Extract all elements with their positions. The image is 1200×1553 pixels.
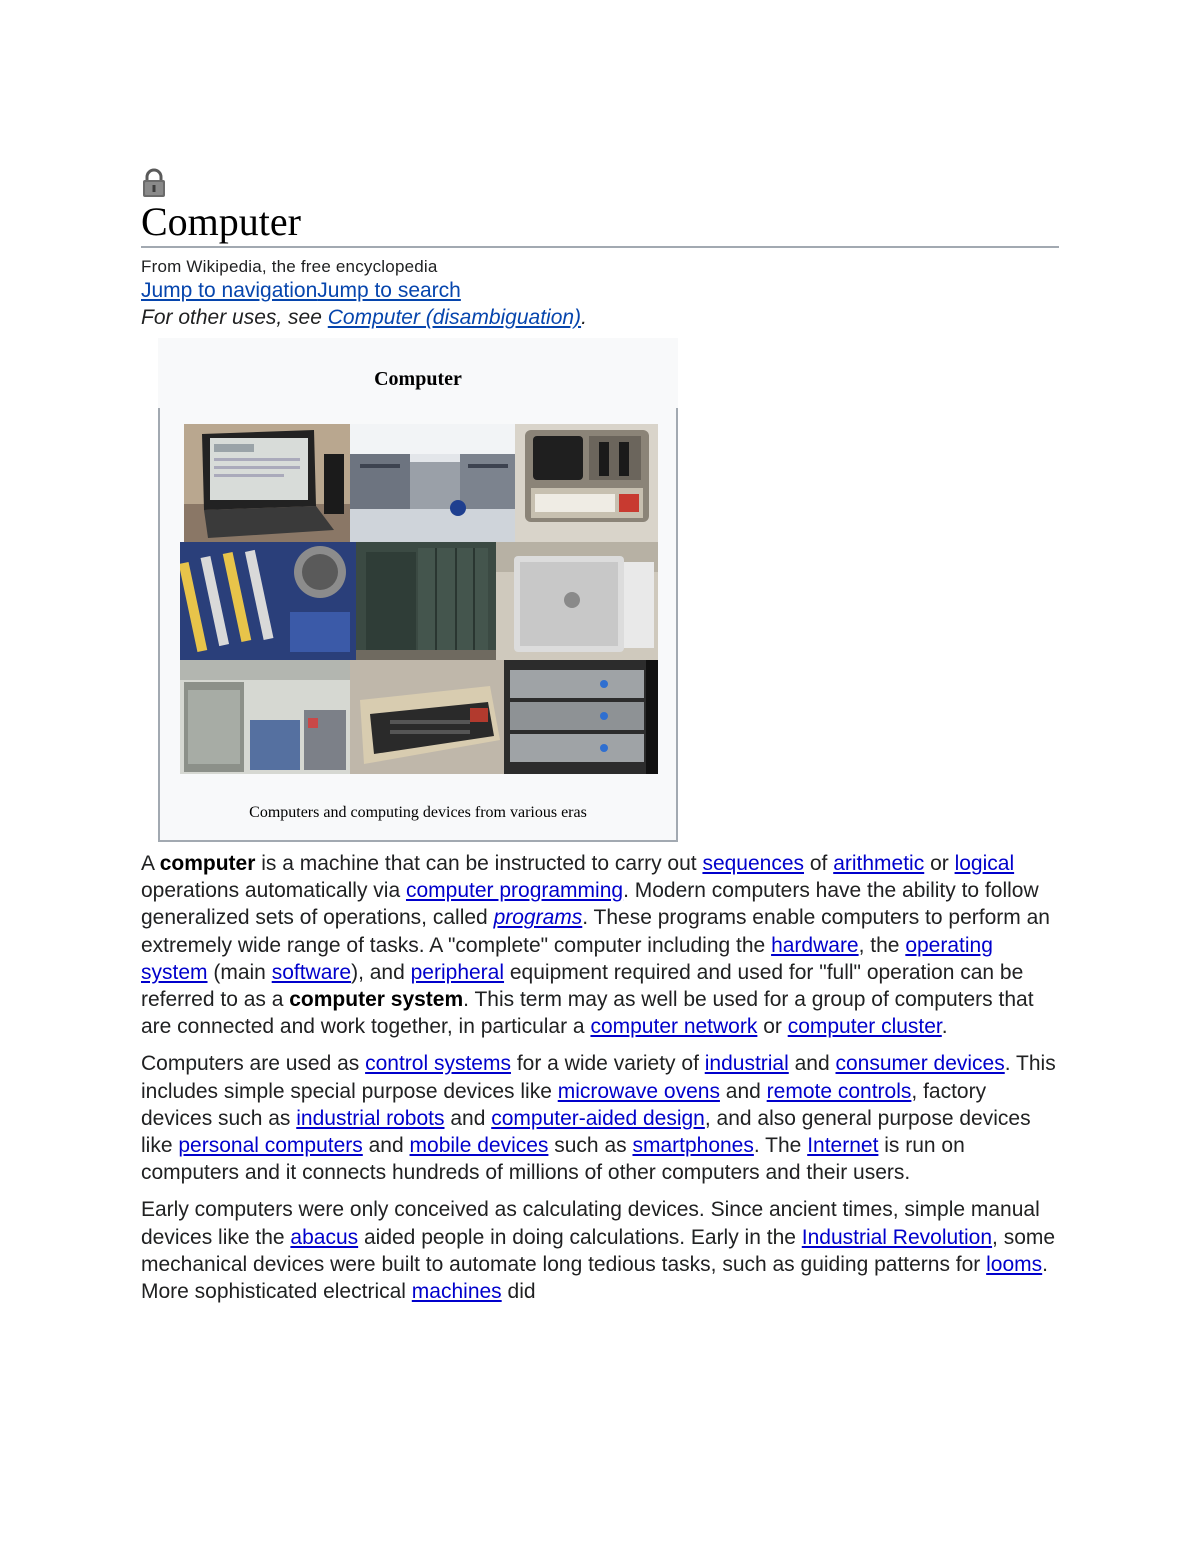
text-run: . More sophisticated electrical bbox=[141, 1252, 1049, 1304]
infobox-body bbox=[158, 408, 678, 842]
text-run: (main bbox=[207, 960, 272, 984]
wiki-link[interactable]: industrial robots bbox=[296, 1106, 445, 1130]
text-run: aided people in doing calculations. Early in the bbox=[358, 1225, 802, 1249]
lock-icon bbox=[141, 168, 167, 198]
text-run: ), and bbox=[351, 960, 411, 984]
wiki-link[interactable]: computer programming bbox=[405, 879, 624, 903]
wiki-link[interactable]: consumer devices bbox=[835, 1052, 1005, 1076]
text-run: . The bbox=[753, 1134, 808, 1158]
wiki-link[interactable]: arithmetic bbox=[833, 852, 925, 875]
wiki-link[interactable]: sequences bbox=[702, 852, 805, 875]
site-tagline: From Wikipedia, the free encyclopedia bbox=[141, 257, 438, 276]
wiki-link[interactable]: industrial bbox=[704, 1052, 789, 1076]
wiki-link[interactable]: logical bbox=[954, 852, 1015, 875]
text-run: such as bbox=[548, 1134, 633, 1158]
text-run: . This term may as well be used for a group of computers that are connected and work together, in particular a bbox=[141, 988, 1034, 1039]
wiki-link[interactable]: microwave ovens bbox=[557, 1079, 720, 1103]
paragraph-3 bbox=[141, 1196, 1059, 1305]
mac-pro-photo bbox=[496, 542, 658, 660]
text-run: . These programs enable computers to perform an extremely wide range of tasks. A "complete" computer including the bbox=[141, 906, 1050, 957]
wiki-link[interactable]: operating system bbox=[141, 933, 993, 984]
text-run: and bbox=[719, 1079, 767, 1103]
article-body bbox=[141, 850, 1059, 1315]
jump-to-navigation-link[interactable]: Jump to navigation bbox=[141, 279, 318, 302]
wiki-link[interactable]: mobile devices bbox=[409, 1134, 549, 1158]
infobox-header bbox=[158, 338, 678, 408]
computer-room-photo bbox=[180, 660, 350, 774]
text-run: , and also general purpose devices like bbox=[141, 1106, 1031, 1158]
text-run: is run on computers and it connects hundreds of millions of other computers and their users. bbox=[141, 1134, 965, 1185]
bold-term: computer bbox=[159, 852, 256, 875]
text-run: . This includes simple special purpose devices like bbox=[141, 1052, 1056, 1103]
laptop-photo bbox=[184, 424, 350, 542]
text-run: operations automatically via bbox=[141, 879, 406, 903]
wiki-link[interactable]: machines bbox=[411, 1280, 502, 1304]
text-run: , some mechanical devices were built to automate long tedious tasks, such as guiding patterns for bbox=[141, 1225, 1056, 1276]
infobox-caption: Computers and computing devices from various eras bbox=[249, 804, 587, 821]
hatnote bbox=[141, 304, 1059, 331]
wiki-link[interactable]: peripheral bbox=[410, 960, 505, 984]
bbc-micro-photo bbox=[350, 660, 504, 774]
article-header bbox=[141, 168, 1059, 331]
text-run: did bbox=[501, 1280, 536, 1304]
wiki-link[interactable]: smartphones bbox=[632, 1134, 754, 1158]
wiki-link[interactable]: hardware bbox=[771, 933, 859, 957]
text-run: of bbox=[804, 852, 834, 875]
text-run: . Modern computers have the ability to follow generalized sets of operations, called bbox=[141, 879, 1039, 930]
infobox-title: Computer bbox=[374, 368, 462, 390]
text-run: and bbox=[788, 1052, 836, 1076]
infobox bbox=[158, 338, 678, 842]
text-run: or bbox=[757, 1015, 788, 1039]
wiki-link[interactable]: programs bbox=[493, 906, 583, 930]
wiki-link[interactable]: abacus bbox=[290, 1225, 359, 1249]
mainframe-cabinet-photo bbox=[356, 542, 496, 660]
text-run: , factory devices such as bbox=[141, 1079, 987, 1130]
text-run: equipment required and used for "full" operation can be referred to as a bbox=[141, 960, 1024, 1012]
wiki-link[interactable]: control systems bbox=[365, 1052, 511, 1076]
text-run: A bbox=[141, 852, 160, 875]
wiki-link[interactable]: software bbox=[271, 960, 352, 984]
wiki-link[interactable]: remote controls bbox=[766, 1079, 912, 1103]
jump-links bbox=[141, 277, 1059, 304]
wiki-link[interactable]: personal computers bbox=[178, 1134, 363, 1158]
hatnote-suffix: . bbox=[581, 306, 587, 329]
motherboard-photo bbox=[180, 542, 356, 660]
wiki-link[interactable]: computer network bbox=[590, 1015, 758, 1039]
jump-to-search-link[interactable]: Jump to search bbox=[317, 279, 461, 302]
bold-term: computer system bbox=[289, 988, 464, 1012]
vintage-terminal-photo bbox=[515, 424, 658, 542]
wiki-link[interactable]: computer-aided design bbox=[491, 1106, 705, 1130]
text-run: and bbox=[444, 1106, 492, 1130]
wiki-link[interactable]: looms bbox=[986, 1252, 1043, 1276]
rack-servers-photo bbox=[504, 660, 658, 774]
text-run: or bbox=[924, 852, 955, 875]
disambiguation-link[interactable]: Computer (disambiguation) bbox=[327, 306, 582, 329]
nasa-supercomputer-photo bbox=[350, 424, 515, 542]
text-run: Early computers were only conceived as calculating devices. Since ancient times, simple manual devices like the bbox=[141, 1198, 1040, 1249]
paragraph-1 bbox=[141, 850, 1059, 1040]
text-run: , the bbox=[858, 933, 906, 957]
text-run: . bbox=[941, 1015, 948, 1039]
text-run: for a wide variety of bbox=[510, 1052, 705, 1076]
wiki-link[interactable]: computer cluster bbox=[787, 1015, 942, 1039]
text-run: and bbox=[362, 1134, 410, 1158]
wiki-link[interactable]: Industrial Revolution bbox=[801, 1225, 993, 1249]
text-run: Computers are used as bbox=[141, 1052, 366, 1076]
wiki-link[interactable]: Internet bbox=[807, 1134, 879, 1158]
computer-collage-image[interactable] bbox=[180, 424, 658, 774]
paragraph-2 bbox=[141, 1050, 1059, 1186]
page-title: Computer bbox=[141, 200, 1059, 248]
text-run: is a machine that can be instructed to carry out bbox=[255, 852, 703, 875]
hatnote-prefix: For other uses, see bbox=[141, 306, 328, 329]
